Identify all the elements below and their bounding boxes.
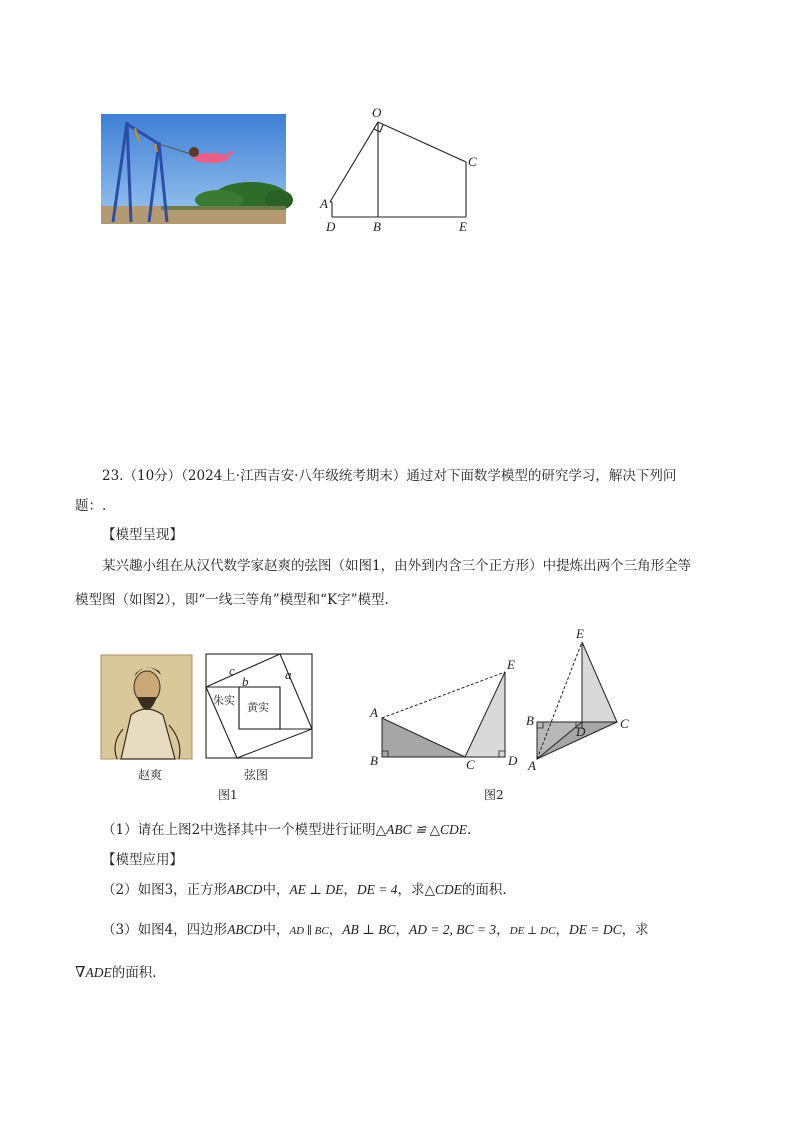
fig2-right-label-C: C (620, 716, 629, 731)
part2-c: ， (343, 882, 357, 898)
intro-line1: 某兴趣小组在从汉代数学家赵爽的弦图（如图1，由外到内含三个正方形）中提炼出两个三角形全等 (102, 558, 692, 574)
part3-quad: ABCD (227, 922, 263, 937)
label-B: B (373, 219, 381, 234)
part2-e: 的面积. (461, 882, 507, 898)
figure2-caption: 图2 (484, 788, 504, 802)
xiantu-label-huangshi: 黄实 (247, 701, 269, 714)
fig2-left-label-B: B (370, 753, 378, 768)
fig2-right-label-B: B (526, 713, 534, 728)
xiantu-label-a: a (285, 667, 292, 682)
part2 (102, 880, 507, 900)
part3-comma3: ， (496, 922, 510, 938)
part2-triangle: △CDE (424, 882, 462, 897)
part3-comma2: ， (395, 922, 409, 938)
fig2-right-label-E: E (576, 626, 584, 641)
figure2-right-diagram (522, 624, 642, 774)
xiantu-label-c: c (229, 663, 235, 678)
part3-de-eq: DE = DC (568, 922, 622, 937)
q23-stem: 通过对下面数学模型的研究学习，解决下列问 (406, 468, 677, 484)
part3 (102, 920, 649, 941)
zhao-shuang-portrait (101, 655, 192, 759)
part2-de: DE = 4 (356, 882, 398, 897)
fig2-left-label-E: E (507, 657, 515, 672)
intro-line2: 模型图（如图2），即“一线三等角”模型和“K字”模型. (75, 592, 389, 608)
q23-source: （2024上·江西吉安·八年级统考期末） (181, 468, 407, 484)
part2-d: ，求 (397, 882, 425, 898)
part3-parallel: AD ∥ BC (289, 925, 329, 937)
part1 (102, 820, 471, 840)
q23-stem-line2: 题：. (75, 498, 107, 514)
part3-tail: 的面积. (111, 965, 157, 981)
q23-score: （10分） (123, 468, 182, 484)
label-E: E (459, 219, 467, 234)
part3-triangle-symbol: ∇ (75, 963, 86, 981)
part1-congruence: △ABC ≌ △CDE (375, 822, 468, 837)
part3-comma4: ， (555, 922, 569, 938)
part3-a: （3）如图4，四边形 (102, 922, 228, 938)
label-D: D (326, 219, 336, 234)
fig2-left-label-C: C (466, 757, 475, 772)
part3-ab-perp: AB ⊥ BC (342, 922, 396, 937)
xiantu-label-zhushi: 朱实 (213, 694, 235, 707)
fig2-left-label-D: D (508, 753, 518, 768)
portrait-caption: 赵爽 (138, 768, 163, 782)
figure1-caption: 图1 (218, 788, 238, 802)
xiantu-label-b: b (242, 674, 249, 689)
label-A: A (320, 196, 328, 211)
xian-tu-diagram (205, 653, 313, 759)
section-model-presentation: 【模型呈现】 (102, 527, 183, 543)
figure2-left-diagram (366, 655, 526, 773)
swing-diagram (320, 100, 490, 235)
q23-heading (102, 466, 676, 486)
label-O: O (372, 105, 382, 120)
part3-end: ，求 (621, 922, 649, 938)
part3-lengths: AD = 2, BC = 3 (408, 922, 497, 937)
part2-a: （2）如图3，正方形 (102, 882, 228, 898)
part2-perp: AE ⊥ DE (289, 882, 344, 897)
part3-b: 中， (262, 922, 290, 938)
part2-square: ABCD (227, 882, 263, 897)
xiantu-caption: 弦图 (244, 768, 269, 782)
fig2-right-label-A: A (528, 758, 536, 773)
part3-de-perp: DE ⊥ DC (509, 925, 556, 937)
fig2-right-label-D: D (576, 724, 586, 739)
part3-ade: ADE (85, 965, 112, 980)
part3-line2 (75, 962, 157, 983)
part1-end: . (467, 822, 472, 838)
fig2-left-label-A: A (370, 705, 378, 720)
part3-comma1: ， (328, 922, 343, 938)
swing-photo (101, 114, 286, 224)
label-C: C (468, 154, 477, 169)
section-model-application: 【模型应用】 (102, 852, 183, 868)
q23-number: 23. (102, 468, 124, 484)
part1-text: （1）请在上图2中选择其中一个模型进行证明 (102, 822, 376, 838)
part2-b: 中， (262, 882, 290, 898)
